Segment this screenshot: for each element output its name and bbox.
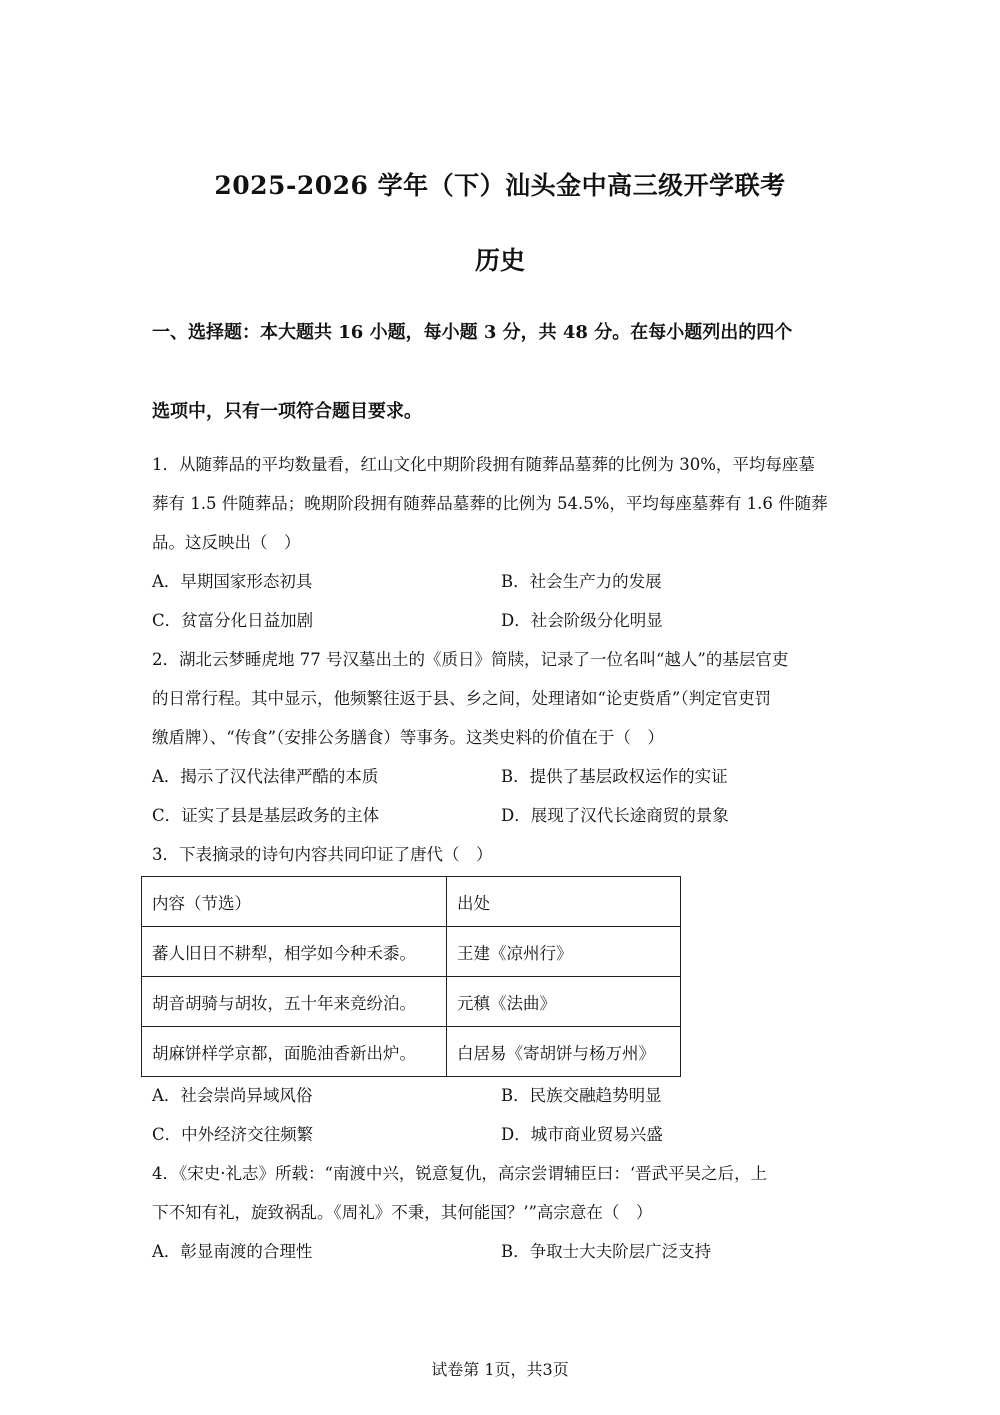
- table-header-source: 出处: [447, 877, 681, 927]
- table-cell-source: 王建《凉州行》: [447, 927, 681, 977]
- table-cell-content: 胡麻饼样学京都，面脆油香新出炉。: [142, 1027, 447, 1077]
- question-1-option-d: D．社会阶级分化明显: [501, 611, 663, 630]
- question-2-line-2: 的日常行程。其中显示，他频繁往返于县、乡之间，处理诸如“论吏赀盾”（判定官吏罚: [152, 689, 772, 708]
- question-3-option-a: A．社会崇尚异域风俗: [152, 1086, 313, 1105]
- exam-subject: 历史: [474, 246, 525, 275]
- table-cell-content: 胡音胡骑与胡妆，五十年来竞纷泊。: [142, 977, 447, 1027]
- question-4-line-2: 下不知有礼，旋致祸乱。《周礼》不秉，其何能国？’”高宗意在（ ）: [152, 1203, 653, 1222]
- question-4-option-b: B．争取士大夫阶层广泛支持: [501, 1242, 712, 1261]
- table-cell-content: 蕃人旧日不耕犁，相学如今种禾黍。: [142, 927, 447, 977]
- table-header-content: 内容（节选）: [142, 877, 447, 927]
- question-2-option-d: D．展现了汉代长途商贸的景象: [501, 806, 729, 825]
- section-heading-line-2: 选项中，只有一项符合题目要求。: [152, 401, 422, 422]
- question-3-option-b: B．民族交融趋势明显: [501, 1086, 662, 1105]
- table-row: [142, 977, 681, 1027]
- question-2-option-b: B．提供了基层政权运作的实证: [501, 767, 728, 786]
- section-heading-line-1: 一、选择题：本大题共 16 小题，每小题 3 分，共 48 分。在每小题列出的四个: [152, 322, 793, 343]
- page-footer: 试卷第 1页，共3页: [431, 1360, 569, 1379]
- question-2-line-3: 缴盾牌）、“传食”（安排公务膳食）等事务。这类史料的价值在于（ ）: [152, 728, 664, 747]
- question-1-option-b: B．社会生产力的发展: [501, 572, 662, 591]
- question-1-option-a: A．早期国家形态初具: [152, 572, 313, 591]
- exam-title: 2025-2026 学年（下）汕头金中高三级开学联考: [214, 171, 786, 200]
- poem-source-table: [141, 876, 681, 1077]
- question-1-line-2: 葬有 1.5 件随葬品；晚期阶段拥有随葬品墓葬的比例为 54.5%，平均每座墓葬有 1.6 件随葬: [152, 494, 828, 513]
- question-1-line-3: 品。这反映出（ ）: [152, 533, 301, 552]
- table-cell-source: 白居易《寄胡饼与杨万州》: [447, 1027, 681, 1077]
- question-2-line-1: 2．湖北云梦睡虎地 77 号汉墓出土的《质日》简牍，记录了一位名叫“越人”的基层官吏: [152, 650, 789, 669]
- question-4-line-1: 4．《宋史·礼志》所载：“南渡中兴，锐意复仇，高宗尝谓辅臣曰：‘晋武平吴之后，上: [152, 1164, 768, 1183]
- table-row: [142, 927, 681, 977]
- question-2-option-a: A．揭示了汉代法律严酷的本质: [152, 767, 379, 786]
- question-3-option-c: C．中外经济交往频繁: [152, 1125, 314, 1144]
- question-1-option-c: C．贫富分化日益加剧: [152, 611, 314, 630]
- question-1-line-1: 1．从随葬品的平均数量看，红山文化中期阶段拥有随葬品墓葬的比例为 30%，平均每座墓: [152, 455, 815, 474]
- table-header-row: [142, 877, 681, 927]
- question-2-option-c: C．证实了县是基层政务的主体: [152, 806, 380, 825]
- table-row: [142, 1027, 681, 1077]
- table-cell-source: 元稹《法曲》: [447, 977, 681, 1027]
- question-4-option-a: A．彰显南渡的合理性: [152, 1242, 313, 1261]
- question-3-line-1: 3．下表摘录的诗句内容共同印证了唐代（ ）: [152, 845, 493, 864]
- question-3-option-d: D．城市商业贸易兴盛: [501, 1125, 663, 1144]
